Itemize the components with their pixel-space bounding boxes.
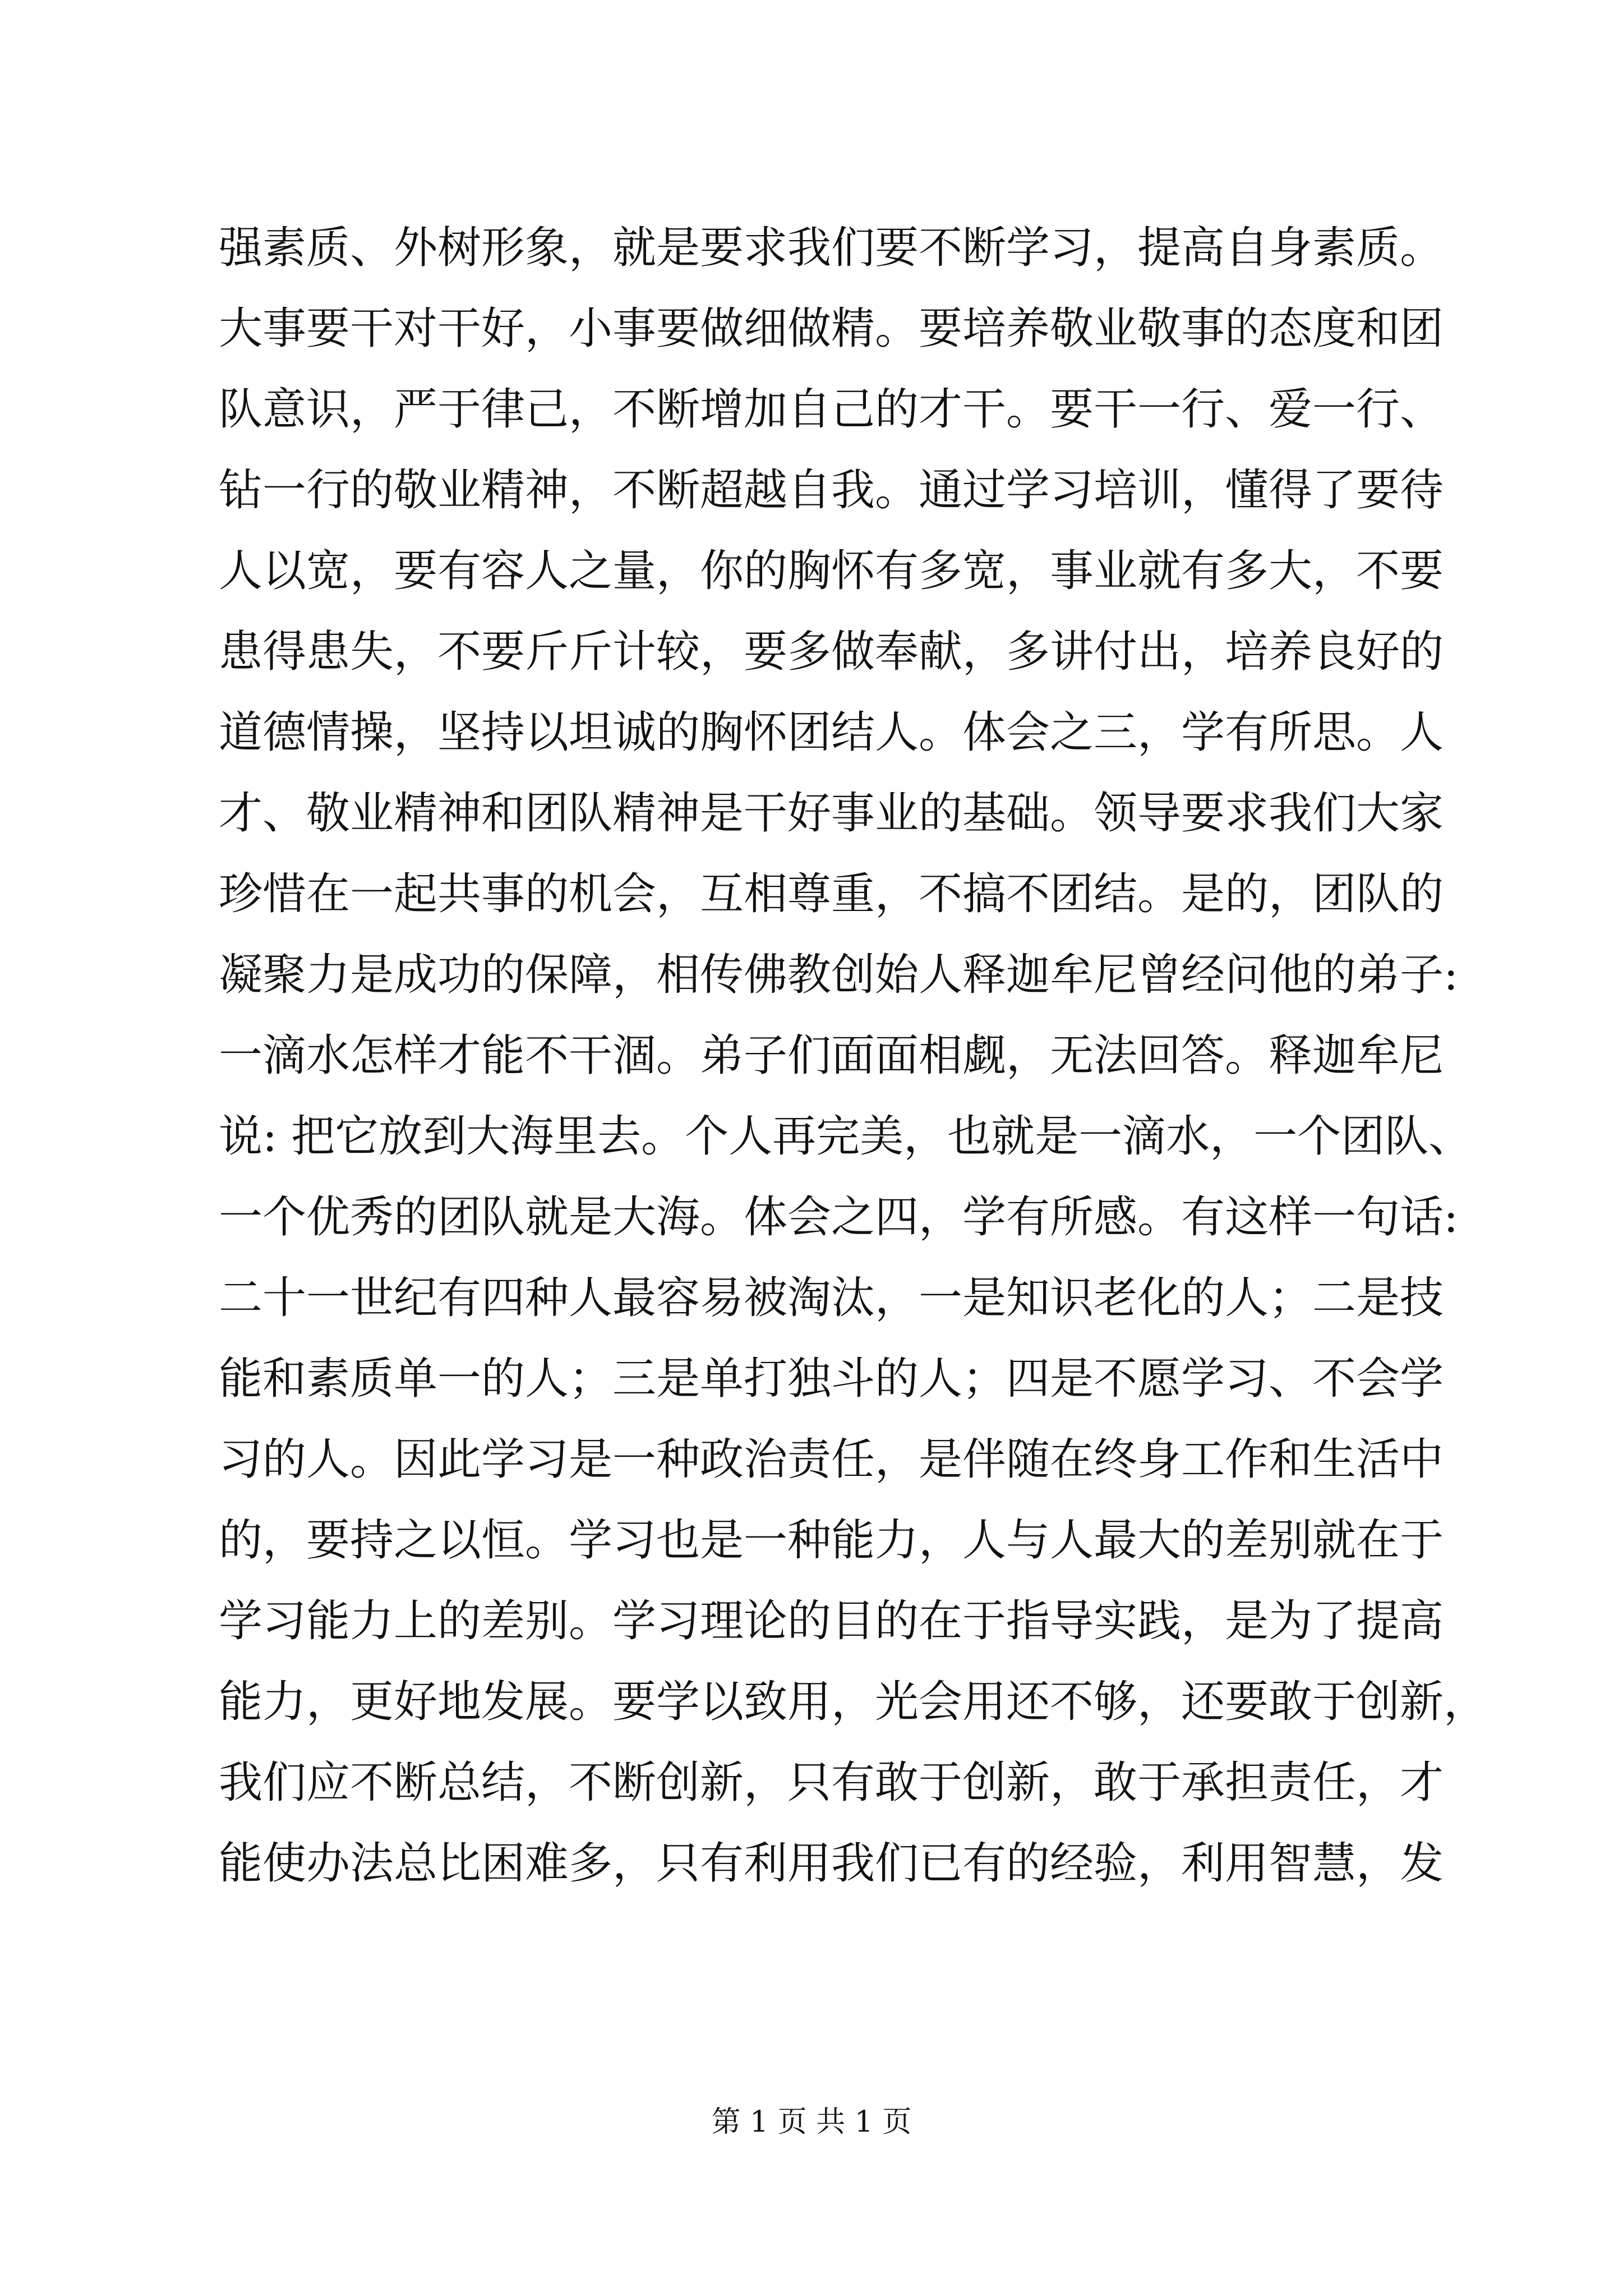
text-line-14: 二十一世纪有四种人最容易被淘汰，一是知识老化的人；二是技	[219, 1273, 1444, 1323]
text-line-4: 钻一行的敬业精神，不断超越自我。通过学习培训，懂得了要待	[219, 465, 1444, 516]
text-line-10: 凝聚力是成功的保障，相传佛教创始人释迦牟尼曾经问他的弟子:	[219, 950, 1459, 1000]
page-footer	[0, 2098, 1623, 2140]
text-line-7: 道德情操，坚持以坦诚的胸怀团结人。体会之三，学有所思。人	[219, 707, 1444, 758]
text-line-1: 强素质、外树形象，就是要求我们要不断学习，提高自身素质。	[219, 223, 1444, 273]
page-number-label: 第 1 页 共 1 页	[711, 2105, 912, 2139]
text-line-21: 能使办法总比困难多，只有利用我们已有的经验，利用智慧，发	[219, 1838, 1444, 1889]
text-line-17: 的，要持之以恒。学习也是一种能力，人与人最大的差别就在于	[219, 1515, 1444, 1566]
text-line-11: 一滴水怎样才能不干涸。弟子们面面相觑，无法回答。释迦牟尼	[219, 1030, 1444, 1081]
text-line-5: 人以宽，要有容人之量，你的胸怀有多宽，事业就有多大，不要	[219, 546, 1444, 596]
text-line-18: 学习能力上的差别。学习理论的目的在于指导实践，是为了提高	[219, 1596, 1444, 1646]
text-line-16: 习的人。因此学习是一种政治责任，是伴随在终身工作和生活中	[219, 1434, 1444, 1485]
text-line-3: 队意识，严于律己，不断增加自己的才干。要干一行、爱一行、	[219, 384, 1444, 435]
text-line-20: 我们应不断总结，不断创新，只有敢于创新，敢于承担责任，才	[219, 1757, 1444, 1808]
text-line-15: 能和素质单一的人；三是单打独斗的人；四是不愿学习、不会学	[219, 1354, 1444, 1404]
text-line-13: 一个优秀的团队就是大海。体会之四，学有所感。有这样一句话:	[219, 1192, 1459, 1243]
text-line-19: 能力，更好地发展。要学以致用，光会用还不够，还要敢于创新，	[219, 1677, 1488, 1727]
text-line-2: 大事要干对干好，小事要做细做精。要培养敬业敬事的态度和团	[219, 303, 1444, 354]
text-line-6: 患得患失，不要斤斤计较，要多做奉献，多讲付出，培养良好的	[219, 627, 1444, 677]
text-line-12: 说: 把它放到大海里去。个人再完美，也就是一滴水，一个团队、	[219, 1111, 1473, 1162]
text-line-8: 才、敬业精神和团队精神是干好事业的基础。领导要求我们大家	[219, 788, 1444, 839]
text-line-9: 珍惜在一起共事的机会，互相尊重，不搞不团结。是的，团队的	[219, 869, 1444, 919]
body-text	[219, 208, 1488, 1904]
